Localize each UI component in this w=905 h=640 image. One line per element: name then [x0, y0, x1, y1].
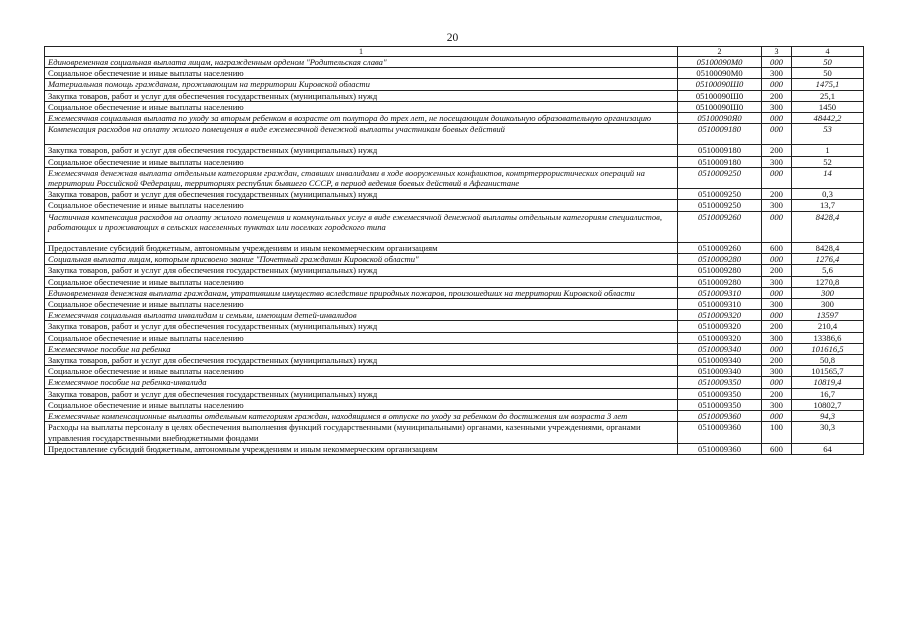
table-row — [45, 124, 864, 145]
amount: 16,7 — [792, 388, 864, 399]
table-row — [45, 101, 864, 112]
expense-type-code: 200 — [762, 355, 792, 366]
expense-type-code: 300 — [762, 101, 792, 112]
expense-type-code: 200 — [762, 265, 792, 276]
row-name: Ежемесячное пособие на ребенка-инвалида — [45, 377, 678, 388]
table-row — [45, 189, 864, 200]
target-article-code: 05100090Ш0 — [678, 90, 762, 101]
expense-type-code: 300 — [762, 366, 792, 377]
column-number-2: 2 — [678, 47, 762, 57]
amount: 30,3 — [792, 422, 864, 443]
row-name: Расходы на выплаты персоналу в целях обеспечения выполнения функций государственными (муниципальными) органами, казенными учреждениями, органами управления государственными внебюджетными фондами — [45, 422, 678, 443]
row-name: Частичная компенсация расходов на оплату жилого помещения и коммунальных услуг в виде ежемесячной денежной выплаты отдельным категориям специалистов, работающих и проживающих в сельских населенных пунктах или поселках городского типа — [45, 211, 678, 242]
column-number-3: 3 — [762, 47, 792, 57]
amount: 10802,7 — [792, 399, 864, 410]
target-article-code: 0510009250 — [678, 200, 762, 211]
row-name: Социальное обеспечение и иные выплаты населению — [45, 200, 678, 211]
amount: 101565,7 — [792, 366, 864, 377]
row-name: Ежемесячная социальная выплата по уходу за вторым ребенком в возрасте от полутора до трех лет, не посещающим дошкольную образовательную организацию — [45, 113, 678, 124]
expense-type-code: 000 — [762, 377, 792, 388]
expense-type-code: 600 — [762, 443, 792, 454]
row-name: Ежемесячные компенсационные выплаты отдельным категориям граждан, находящимся в отпуске по уходу за ребенком до достижения им возраста 3 лет — [45, 411, 678, 422]
amount: 1276,4 — [792, 254, 864, 265]
amount: 14 — [792, 167, 864, 188]
table-row — [45, 90, 864, 101]
row-name: Ежемесячное пособие на ребенка — [45, 343, 678, 354]
table-row — [45, 211, 864, 242]
target-article-code: 0510009360 — [678, 411, 762, 422]
target-article-code: 0510009280 — [678, 276, 762, 287]
target-article-code: 05100090М0 — [678, 68, 762, 79]
amount: 13,7 — [792, 200, 864, 211]
row-name: Социальное обеспечение и иные выплаты населению — [45, 156, 678, 167]
table-row — [45, 287, 864, 298]
amount: 94,3 — [792, 411, 864, 422]
amount: 101616,5 — [792, 343, 864, 354]
table-row — [45, 443, 864, 454]
page-number: 20 — [446, 32, 459, 44]
table-row — [45, 321, 864, 332]
target-article-code: 0510009180 — [678, 124, 762, 145]
row-name: Ежемесячная социальная выплата инвалидам и семьям, имеющим детей-инвалидов — [45, 310, 678, 321]
row-name: Материальная помощь гражданам, проживающим на территории Кировской области — [45, 79, 678, 90]
expense-type-code: 000 — [762, 167, 792, 188]
expense-type-code: 300 — [762, 68, 792, 79]
target-article-code: 0510009320 — [678, 310, 762, 321]
table-row — [45, 156, 864, 167]
expense-type-code: 000 — [762, 310, 792, 321]
row-name: Единовременная социальная выплата лицам, награжденным орденом "Родительская слава" — [45, 57, 678, 68]
table-row — [45, 366, 864, 377]
target-article-code: 0510009250 — [678, 167, 762, 188]
target-article-code: 0510009280 — [678, 265, 762, 276]
amount: 25,1 — [792, 90, 864, 101]
expense-type-code: 300 — [762, 276, 792, 287]
expense-type-code: 200 — [762, 388, 792, 399]
expense-type-code: 000 — [762, 113, 792, 124]
table-row — [45, 343, 864, 354]
row-name: Предоставление субсидий бюджетным, автономным учреждениям и иным некоммерческим организациям — [45, 443, 678, 454]
target-article-code: 0510009250 — [678, 189, 762, 200]
target-article-code: 0510009350 — [678, 399, 762, 410]
table-row — [45, 399, 864, 410]
table-row — [45, 377, 864, 388]
target-article-code: 0510009310 — [678, 287, 762, 298]
target-article-code: 05100090М0 — [678, 57, 762, 68]
amount: 53 — [792, 124, 864, 145]
row-name: Закупка товаров, работ и услуг для обеспечения государственных (муниципальных) нужд — [45, 355, 678, 366]
expense-type-code: 300 — [762, 156, 792, 167]
row-name: Компенсация расходов на оплату жилого помещения в виде ежемесячной денежной выплаты участникам боевых действий — [45, 124, 678, 145]
amount: 300 — [792, 299, 864, 310]
amount: 8428,4 — [792, 243, 864, 254]
amount: 0,3 — [792, 189, 864, 200]
table-row — [45, 254, 864, 265]
row-name: Социальное обеспечение и иные выплаты населению — [45, 332, 678, 343]
target-article-code: 0510009260 — [678, 243, 762, 254]
amount: 1450 — [792, 101, 864, 112]
amount: 1270,8 — [792, 276, 864, 287]
table-row — [45, 299, 864, 310]
expense-type-code: 000 — [762, 343, 792, 354]
column-number-row — [45, 47, 864, 57]
row-name: Социальное обеспечение и иные выплаты населению — [45, 68, 678, 79]
target-article-code: 0510009360 — [678, 443, 762, 454]
expense-type-code: 300 — [762, 399, 792, 410]
table-row — [45, 265, 864, 276]
amount: 64 — [792, 443, 864, 454]
expense-type-code: 200 — [762, 90, 792, 101]
row-name: Закупка товаров, работ и услуг для обеспечения государственных (муниципальных) нужд — [45, 189, 678, 200]
row-name: Единовременная денежная выплата гражданам, утратившим имущество вследствие природных пожаров, произошедших на территории Кировской области — [45, 287, 678, 298]
target-article-code: 05100090Ш0 — [678, 101, 762, 112]
table-row — [45, 145, 864, 156]
target-article-code: 0510009360 — [678, 422, 762, 443]
expense-type-code: 600 — [762, 243, 792, 254]
amount: 50 — [792, 57, 864, 68]
table-row — [45, 57, 864, 68]
row-name: Социальное обеспечение и иные выплаты населению — [45, 399, 678, 410]
target-article-code: 0510009340 — [678, 343, 762, 354]
expense-type-code: 300 — [762, 299, 792, 310]
table-row — [45, 422, 864, 443]
expense-type-code: 000 — [762, 57, 792, 68]
row-name: Социальное обеспечение и иные выплаты населению — [45, 276, 678, 287]
amount: 13386,6 — [792, 332, 864, 343]
target-article-code: 0510009350 — [678, 388, 762, 399]
table-row — [45, 113, 864, 124]
table-row — [45, 79, 864, 90]
expense-type-code: 000 — [762, 79, 792, 90]
row-name: Социальное обеспечение и иные выплаты населению — [45, 299, 678, 310]
amount: 8428,4 — [792, 211, 864, 242]
expense-type-code: 200 — [762, 189, 792, 200]
table-row — [45, 411, 864, 422]
column-number-4: 4 — [792, 47, 864, 57]
expense-type-code: 100 — [762, 422, 792, 443]
amount: 10819,4 — [792, 377, 864, 388]
target-article-code: 05100090Я0 — [678, 113, 762, 124]
expense-type-code: 000 — [762, 411, 792, 422]
row-name: Закупка товаров, работ и услуг для обеспечения государственных (муниципальных) нужд — [45, 145, 678, 156]
table-row — [45, 243, 864, 254]
amount: 300 — [792, 287, 864, 298]
expense-type-code: 000 — [762, 124, 792, 145]
row-name: Закупка товаров, работ и услуг для обеспечения государственных (муниципальных) нужд — [45, 388, 678, 399]
row-name: Закупка товаров, работ и услуг для обеспечения государственных (муниципальных) нужд — [45, 90, 678, 101]
target-article-code: 0510009260 — [678, 211, 762, 242]
table-row — [45, 388, 864, 399]
target-article-code: 0510009310 — [678, 299, 762, 310]
amount: 50,8 — [792, 355, 864, 366]
amount: 52 — [792, 156, 864, 167]
target-article-code: 0510009180 — [678, 145, 762, 156]
table-row — [45, 276, 864, 287]
row-name: Социальное обеспечение и иные выплаты населению — [45, 101, 678, 112]
target-article-code: 0510009320 — [678, 321, 762, 332]
target-article-code: 05100090Ш0 — [678, 79, 762, 90]
table-row — [45, 200, 864, 211]
amount: 210,4 — [792, 321, 864, 332]
target-article-code: 0510009320 — [678, 332, 762, 343]
expense-type-code: 200 — [762, 321, 792, 332]
row-name: Предоставление субсидий бюджетным, автономным учреждениям и иным некоммерческим организациям — [45, 243, 678, 254]
expense-type-code: 300 — [762, 200, 792, 211]
target-article-code: 0510009280 — [678, 254, 762, 265]
expense-type-code: 300 — [762, 332, 792, 343]
table-row — [45, 332, 864, 343]
table-row — [45, 167, 864, 188]
row-name: Закупка товаров, работ и услуг для обеспечения государственных (муниципальных) нужд — [45, 321, 678, 332]
column-number-1: 1 — [45, 47, 678, 57]
amount: 48442,2 — [792, 113, 864, 124]
amount: 13597 — [792, 310, 864, 321]
row-name: Социальная выплата лицам, которым присвоено звание "Почетный гражданин Кировской области" — [45, 254, 678, 265]
row-name: Социальное обеспечение и иные выплаты населению — [45, 366, 678, 377]
target-article-code: 0510009340 — [678, 355, 762, 366]
amount: 5,6 — [792, 265, 864, 276]
expense-type-code: 200 — [762, 145, 792, 156]
budget-table-body — [45, 47, 864, 455]
expense-type-code: 000 — [762, 287, 792, 298]
amount: 1 — [792, 145, 864, 156]
row-name: Ежемесячная денежная выплата отдельным категориям граждан, ставших инвалидами в ходе вооруженных конфликтов, контртеррористических операций на территории Российской Федерации, территориях республик бывшего СССР, в период ведения боевых действий в Афганистане — [45, 167, 678, 188]
amount: 1475,1 — [792, 79, 864, 90]
target-article-code: 0510009180 — [678, 156, 762, 167]
expense-type-code: 000 — [762, 254, 792, 265]
row-name: Закупка товаров, работ и услуг для обеспечения государственных (муниципальных) нужд — [45, 265, 678, 276]
budget-table — [44, 46, 864, 455]
table-row — [45, 68, 864, 79]
target-article-code: 0510009340 — [678, 366, 762, 377]
amount: 50 — [792, 68, 864, 79]
table-row — [45, 310, 864, 321]
target-article-code: 0510009350 — [678, 377, 762, 388]
expense-type-code: 000 — [762, 211, 792, 242]
table-row — [45, 355, 864, 366]
